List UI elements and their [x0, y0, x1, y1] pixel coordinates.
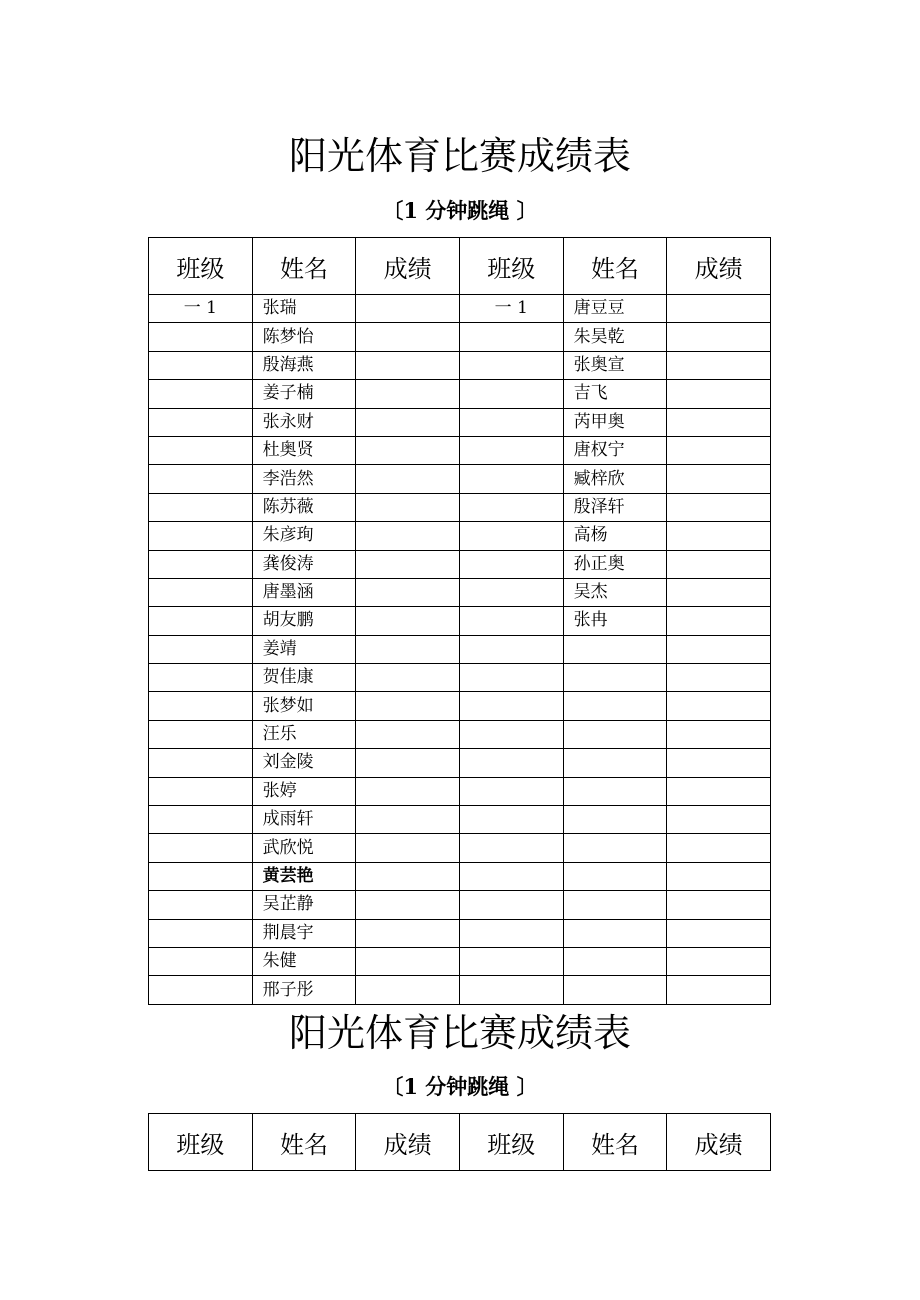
name-cell: 张婷	[252, 777, 356, 805]
score-cell	[667, 919, 771, 947]
name-cell	[563, 919, 667, 947]
class-cell	[459, 720, 563, 748]
header-name: 姓名	[252, 238, 356, 295]
score-cell	[356, 635, 460, 663]
name-cell: 唐墨涵	[252, 578, 356, 606]
score-cell	[356, 522, 460, 550]
score-cell	[667, 465, 771, 493]
class-cell: 一 1	[149, 295, 253, 323]
table-row	[149, 976, 771, 1004]
score-cell	[356, 947, 460, 975]
header-class: 班级	[459, 1114, 563, 1171]
score-cell	[667, 607, 771, 635]
score-cell	[356, 720, 460, 748]
name-cell	[563, 806, 667, 834]
class-cell	[149, 607, 253, 635]
table-row	[149, 720, 771, 748]
class-cell	[149, 692, 253, 720]
name-cell: 张奥宣	[563, 351, 667, 379]
name-cell: 朱健	[252, 947, 356, 975]
class-cell	[459, 351, 563, 379]
table-row	[149, 408, 771, 436]
class-cell	[459, 891, 563, 919]
score-table	[148, 237, 771, 1005]
score-cell	[356, 749, 460, 777]
table-row	[149, 380, 771, 408]
name-cell	[563, 976, 667, 1004]
score-cell	[667, 862, 771, 890]
score-cell	[667, 692, 771, 720]
score-cell	[667, 295, 771, 323]
name-cell	[563, 777, 667, 805]
score-cell	[667, 664, 771, 692]
name-cell: 殷海燕	[252, 351, 356, 379]
class-cell	[149, 976, 253, 1004]
header-name: 姓名	[563, 1114, 667, 1171]
header-score: 成绩	[356, 238, 460, 295]
name-cell: 张冉	[563, 607, 667, 635]
class-cell	[459, 408, 563, 436]
header-score: 成绩	[667, 1114, 771, 1171]
class-cell	[459, 834, 563, 862]
score-table	[148, 1113, 771, 1171]
class-cell	[149, 777, 253, 805]
name-cell: 唐权宁	[563, 436, 667, 464]
class-cell	[459, 664, 563, 692]
class-cell	[459, 493, 563, 521]
name-cell: 荆晨宇	[252, 919, 356, 947]
class-cell	[459, 862, 563, 890]
name-cell: 朱彦珣	[252, 522, 356, 550]
score-cell	[356, 692, 460, 720]
class-cell	[149, 436, 253, 464]
score-cell	[356, 891, 460, 919]
class-cell	[149, 749, 253, 777]
score-cell	[667, 976, 771, 1004]
name-cell: 吉飞	[563, 380, 667, 408]
name-cell: 唐豆豆	[563, 295, 667, 323]
class-cell	[149, 891, 253, 919]
score-cell	[667, 522, 771, 550]
class-cell	[459, 380, 563, 408]
score-cell	[667, 947, 771, 975]
name-cell	[563, 664, 667, 692]
name-cell	[563, 635, 667, 663]
score-cell	[356, 323, 460, 351]
name-cell: 陈苏薇	[252, 493, 356, 521]
name-cell: 李浩然	[252, 465, 356, 493]
score-cell	[667, 578, 771, 606]
name-cell: 胡友鹏	[252, 607, 356, 635]
name-cell: 贺佳康	[252, 664, 356, 692]
score-cell	[356, 664, 460, 692]
name-cell: 陈梦怡	[252, 323, 356, 351]
score-cell	[667, 550, 771, 578]
score-cell	[356, 351, 460, 379]
table-row	[149, 919, 771, 947]
class-cell	[459, 749, 563, 777]
class-cell	[149, 834, 253, 862]
table-row	[149, 777, 771, 805]
event-subtitle: 〔1 分钟跳绳 〕	[382, 1074, 538, 1099]
score-cell	[667, 436, 771, 464]
class-cell	[459, 465, 563, 493]
score-cell	[356, 862, 460, 890]
table-row	[149, 635, 771, 663]
name-cell	[563, 692, 667, 720]
class-cell	[459, 806, 563, 834]
class-cell	[149, 380, 253, 408]
name-cell	[563, 947, 667, 975]
header-row	[149, 1114, 771, 1171]
score-cell	[356, 919, 460, 947]
table-row	[149, 522, 771, 550]
table-row	[149, 295, 771, 323]
name-cell: 张梦如	[252, 692, 356, 720]
class-cell	[459, 436, 563, 464]
name-cell: 高杨	[563, 522, 667, 550]
score-cell	[356, 380, 460, 408]
name-cell: 汪乐	[252, 720, 356, 748]
table-row	[149, 947, 771, 975]
class-cell	[149, 493, 253, 521]
name-cell: 武欣悦	[252, 834, 356, 862]
class-cell	[149, 465, 253, 493]
table-row	[149, 323, 771, 351]
name-cell: 刘金陵	[252, 749, 356, 777]
score-cell	[667, 635, 771, 663]
class-cell	[459, 947, 563, 975]
name-cell: 芮甲奥	[563, 408, 667, 436]
class-cell	[459, 578, 563, 606]
class-cell	[459, 323, 563, 351]
score-cell	[667, 891, 771, 919]
table-row	[149, 862, 771, 890]
page-title: 阳光体育比赛成绩表	[288, 134, 631, 178]
score-cell	[667, 834, 771, 862]
class-cell	[149, 323, 253, 351]
name-cell: 朱昊乾	[563, 323, 667, 351]
table-row	[149, 692, 771, 720]
table-row	[149, 465, 771, 493]
table-row	[149, 806, 771, 834]
table-row	[149, 578, 771, 606]
class-cell	[149, 947, 253, 975]
score-cell	[667, 351, 771, 379]
name-cell	[563, 720, 667, 748]
table-row	[149, 891, 771, 919]
class-cell	[459, 919, 563, 947]
class-cell	[459, 976, 563, 1004]
score-cell	[356, 834, 460, 862]
name-cell: 姜子楠	[252, 380, 356, 408]
table-row	[149, 664, 771, 692]
table-row	[149, 436, 771, 464]
class-cell	[149, 806, 253, 834]
class-cell	[149, 862, 253, 890]
header-name: 姓名	[563, 238, 667, 295]
class-cell	[149, 522, 253, 550]
class-cell	[459, 692, 563, 720]
score-cell	[356, 777, 460, 805]
class-cell	[149, 635, 253, 663]
table-row	[149, 749, 771, 777]
name-cell: 成雨轩	[252, 806, 356, 834]
score-cell	[356, 436, 460, 464]
table-row	[149, 351, 771, 379]
name-cell	[563, 749, 667, 777]
score-cell	[356, 976, 460, 1004]
table-row	[149, 550, 771, 578]
name-cell	[563, 834, 667, 862]
name-cell: 吴杰	[563, 578, 667, 606]
header-class: 班级	[459, 238, 563, 295]
header-row	[149, 238, 771, 295]
score-cell	[667, 493, 771, 521]
score-cell	[356, 408, 460, 436]
class-cell	[149, 550, 253, 578]
name-cell	[563, 891, 667, 919]
header-class: 班级	[149, 1114, 253, 1171]
class-cell	[149, 720, 253, 748]
name-cell	[563, 862, 667, 890]
score-cell	[667, 720, 771, 748]
header-score: 成绩	[667, 238, 771, 295]
table-row	[149, 493, 771, 521]
score-cell	[356, 493, 460, 521]
table-row	[149, 607, 771, 635]
score-cell	[667, 408, 771, 436]
class-cell	[459, 607, 563, 635]
name-cell: 杜奥贤	[252, 436, 356, 464]
name-cell: 孙正奥	[563, 550, 667, 578]
score-cell	[356, 806, 460, 834]
name-cell: 黄芸艳	[252, 862, 356, 890]
class-cell: 一 1	[459, 295, 563, 323]
class-cell	[459, 522, 563, 550]
header-name: 姓名	[252, 1114, 356, 1171]
page-title: 阳光体育比赛成绩表	[288, 1011, 631, 1055]
score-cell	[667, 806, 771, 834]
name-cell: 龚俊涛	[252, 550, 356, 578]
class-cell	[149, 408, 253, 436]
name-cell: 邢子彤	[252, 976, 356, 1004]
class-cell	[459, 635, 563, 663]
name-cell: 张瑞	[252, 295, 356, 323]
score-cell	[356, 607, 460, 635]
score-cell	[667, 777, 771, 805]
name-cell: 臧梓欣	[563, 465, 667, 493]
header-score: 成绩	[356, 1114, 460, 1171]
class-cell	[149, 919, 253, 947]
class-cell	[459, 777, 563, 805]
score-cell	[356, 578, 460, 606]
score-cell	[667, 380, 771, 408]
score-cell	[667, 749, 771, 777]
class-cell	[149, 578, 253, 606]
name-cell: 吴芷静	[252, 891, 356, 919]
name-cell: 姜靖	[252, 635, 356, 663]
table-row	[149, 834, 771, 862]
score-cell	[356, 295, 460, 323]
header-class: 班级	[149, 238, 253, 295]
class-cell	[149, 664, 253, 692]
class-cell	[459, 550, 563, 578]
event-subtitle: 〔1 分钟跳绳 〕	[382, 198, 538, 223]
class-cell	[149, 351, 253, 379]
name-cell: 殷泽轩	[563, 493, 667, 521]
score-cell	[667, 323, 771, 351]
score-cell	[356, 550, 460, 578]
name-cell: 张永财	[252, 408, 356, 436]
score-cell	[356, 465, 460, 493]
